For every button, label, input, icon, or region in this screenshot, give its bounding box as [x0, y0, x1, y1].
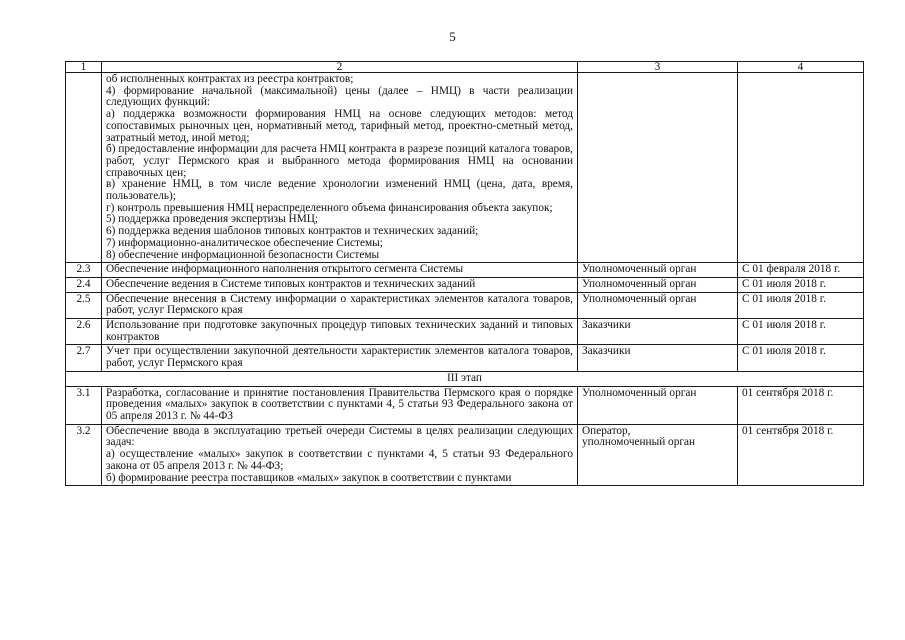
header-row: [66, 62, 864, 73]
row-executor: Уполномоченный орган: [578, 386, 738, 424]
row-description-line: б) формирование реестра поставщиков «малых» закупок в соответствии с пунктами: [106, 471, 512, 484]
continuation-desc: [102, 73, 578, 263]
table-row: [66, 424, 864, 486]
plan-table: [65, 61, 864, 486]
continuation-line: б) предоставление информации для расчета НМЦ контракта в разрезе позиций каталога товаров, работ, услуг Пермского края и выбранного метода формирования НМЦ на основании справочных цен;: [106, 143, 573, 179]
row-number: 2.6: [66, 319, 102, 345]
table-row: [66, 345, 864, 371]
row-description: Обеспечение ведения в Системе типовых контрактов и технических заданий: [102, 277, 578, 292]
continuation-line: 5) поддержка проведения экспертизы НМЦ;: [106, 213, 319, 226]
row-description-line: Обеспечение ввода в эксплуатацию третьей очереди Системы в целях реализации следующих задач:: [106, 424, 573, 449]
row-number: 2.4: [66, 277, 102, 292]
continuation-line: а) поддержка возможности формирования НМЦ на основе следующих методов: метод сопоставимых рыночных цен, нормативный метод, тарифный метод, проектно-сметный метод, затратный метод, иной метод;: [106, 108, 573, 144]
row-number: 2.3: [66, 263, 102, 278]
table-row: [66, 386, 864, 424]
continuation-row: [66, 73, 864, 263]
header-col-3: 3: [578, 62, 738, 73]
row-description: Обеспечение информационного наполнения открытого сегмента Системы: [102, 263, 578, 278]
header-col-4: 4: [738, 62, 864, 73]
row-term: 01 сентября 2018 г.: [738, 386, 864, 424]
row-executor: Уполномоченный орган: [578, 263, 738, 278]
table-row: [66, 263, 864, 278]
row-executor: Уполномоченный орган: [578, 292, 738, 318]
header-col-1: 1: [66, 62, 102, 73]
continuation-line: 7) информационно-аналитическое обеспечение Системы;: [106, 236, 383, 249]
row-description: Обеспечение внесения в Систему информации о характеристиках элементов каталога товаров, работ, услуг Пермского края: [102, 292, 578, 318]
row-term: С 01 февраля 2018 г.: [738, 263, 864, 278]
table-row: [66, 292, 864, 318]
row-description: Использование при подготовке закупочных процедур типовых технических заданий и типовых контрактов: [102, 319, 578, 345]
page-number: 5: [449, 29, 456, 44]
row-number: 3.2: [66, 424, 102, 486]
row-description: Разработка, согласование и принятие постановления Правительства Пермского края о порядке проведения «малых» закупок в соответствии с пунктами 4, 5 статьи 93 Федерального закона от 05 апреля 2013 г. № 44-ФЗ: [102, 386, 578, 424]
stage-title: III этап: [66, 371, 864, 386]
row-executor: Заказчики: [578, 319, 738, 345]
row-term: С 01 июля 2018 г.: [738, 319, 864, 345]
continuation-line: г) контроль превышения НМЦ нераспределенного объема финансирования объекта закупок;: [106, 201, 553, 214]
row-term: С 01 июля 2018 г.: [738, 345, 864, 371]
row-number: 3.1: [66, 386, 102, 424]
row-executor-line: уполномоченный орган: [582, 436, 696, 449]
continuation-num: [66, 73, 102, 263]
continuation-line: 8) обеспечение информационной безопасности Системы: [106, 248, 380, 261]
row-executor: [578, 424, 738, 486]
row-term: С 01 июля 2018 г.: [738, 277, 864, 292]
row-term: С 01 июля 2018 г.: [738, 292, 864, 318]
row-term: 01 сентября 2018 г.: [738, 424, 864, 486]
row-executor: Уполномоченный орган: [578, 277, 738, 292]
row-number: 2.7: [66, 345, 102, 371]
table-row: [66, 277, 864, 292]
row-description: [102, 424, 578, 486]
continuation-executor: [578, 73, 738, 263]
table-row: [66, 319, 864, 345]
continuation-term: [738, 73, 864, 263]
row-executor-line: Оператор,: [582, 424, 631, 437]
continuation-line: об исполненных контрактах из реестра контрактов;: [106, 73, 354, 85]
row-description: Учет при осуществлении закупочной деятельности характеристик элементов каталога товаров, работ, услуг Пермского края: [102, 345, 578, 371]
row-number: 2.5: [66, 292, 102, 318]
continuation-line: 4) формирование начальной (максимальной) цены (далее – НМЦ) в части реализации следующих функций:: [106, 84, 573, 109]
continuation-line: 6) поддержка ведения шаблонов типовых контрактов и технических заданий;: [106, 225, 479, 238]
header-col-2: 2: [102, 62, 578, 73]
row-description-line: а) осуществление «малых» закупок в соответствии с пунктами 4, 5 статьи 93 Федерального закона от 05 апреля 2013 г. № 44-ФЗ;: [106, 448, 573, 472]
continuation-line: в) хранение НМЦ, в том числе ведение хронологии изменений НМЦ (цена, дата, время, пользователь);: [106, 178, 573, 203]
stage-header-row: [66, 371, 864, 386]
row-executor: Заказчики: [578, 345, 738, 371]
